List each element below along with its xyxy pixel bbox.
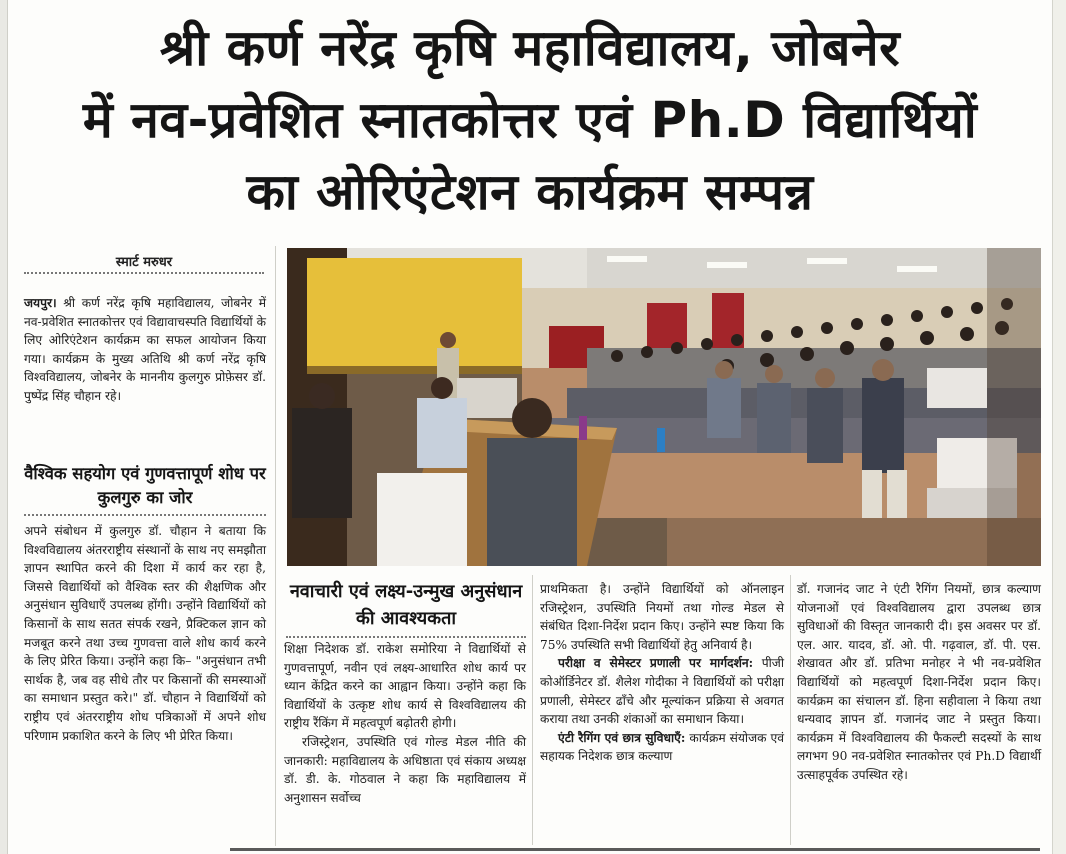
column-2-body [284,640,526,807]
column-divider-3 [790,575,791,845]
closing-paragraph: डॉ. गजानंद जाट ने एंटी रैगिंग नियमों, छात्र कल्याण योजनाओं एवं विश्वविद्यालय द्वारा उपलब्ध छात्र सुविधाओं की विस्तृत जानकारी दी। इस अवसर पर डॉ. एल. आर. यादव, डॉ. ओ. पी. गढ़वाल, डॉ. पी. एस. शेखावत और डॉ. प्रतिभा मनोहर ने भी नव-प्रवेशित विद्यार्थियों को महत्वपूर्ण दिशा-निर्देश प्रदान किए। कार्यक्रम का संचालन डॉ. हिना सहीवाला ने किया तथा धन्यवाद ज्ञापन डॉ. गजानंद जाट ने प्रस्तुत किया। कार्यक्रम में विश्वविद्यालय की फैकल्टी सदस्यों के साथ लगभग 90 नव-प्रवेशित स्नातकोत्तर एवं Ph.D विद्यार्थी उत्साहपूर्वक उपस्थित रहे। [797,582,1041,782]
exam-guidance-text: पीजी कोऑर्डिनेटर डॉ. शैलेश गोदीका ने विद्यार्थियों को परीक्षा प्रणाली, सेमेस्टर ढाँचे और मूल्यांकन प्रक्रिया से अवगत कराया तथा उनकी शंकाओं का समाधान किया। [540,656,784,727]
exam-guidance-lead: परीक्षा व सेमेस्टर प्रणाली पर मार्गदर्शन: [558,656,754,671]
column-divider-1 [275,246,276,846]
anti-ragging-lead: एंटी रैगिंग एवं छात्र सुविधाएँ: [558,730,686,745]
page-edge-left [0,0,8,854]
anti-ragging-text: कार्यक्रम संयोजक एवं सहायक निदेशक छात्र कल्याण [540,730,784,764]
subhead-global-cooperation: वैश्विक सहयोग एवं गुणवत्तापूर्ण शोध पर कुलगुरु का जोर [24,462,266,516]
headline-line-1: श्री कर्ण नरेंद्र कृषि महाविद्यालय, जोबनेर [159,19,901,77]
headline-line-3: का ओरिएंटेशन कार्यक्रम सम्पन्न [246,163,814,221]
event-photo-illustration [287,248,1041,566]
bottom-rule [230,848,1040,851]
education-director-paragraph: शिक्षा निदेशक डॉ. राकेश समोरिया ने विद्यार्थियों से गुणवत्तापूर्ण, नवीन एवं लक्ष्य-आधारित शोध कार्य पर ध्यान केंद्रित करने का आह्वान किया। उन्होंने कहा कि विद्यार्थियों के उत्कृष्ट शोध कार्य से विश्वविद्यालय की राष्ट्रीय रैंकिंग में महत्वपूर्ण बढ़ोतरी होगी। [284,642,526,731]
registration-policy-paragraph: रजिस्ट्रेशन, उपस्थिति एवं गोल्ड मेडल नीति की जानकारी: महाविद्यालय के अधिष्ठाता एवं संकाय अध्यक्ष डॉ. डी. के. गोठवाल ने कहा कि महाविद्यालय में अनुशासन सर्वोच्च [284,734,526,805]
byline: स्मार्ट मरुधर [24,252,264,274]
intro-paragraph [24,294,266,406]
subhead-innovative-research: नवाचारी एवं लक्ष्य-उन्मुख अनुसंधान की आवश्यकता [286,578,526,638]
headline-line-2: में नव-प्रवेशित स्नातकोत्तर एवं Ph.D विद्यार्थियों [82,91,978,149]
headline [14,12,1046,228]
page-edge-right [1052,0,1066,854]
dateline: जयपुर। [24,296,57,310]
column-3-body [540,580,784,766]
intro-text: श्री कर्ण नरेंद्र कृषि महाविद्यालय, जोबनेर में नव-प्रवेशित स्नातकोत्तर एवं विद्यावाचस्पति विद्यार्थियों के लिए ओरिएंटेशन कार्यक्रम का सफल आयोजन किया गया। कार्यक्रम के मुख्य अतिथि श्री कर्ण नरेंद्र कृषि विश्वविद्यालय, जोबनेर के माननीय कुलगुरु प्रोफ़ेसर डॉ. पुष्पेंद्र सिंह चौहान रहे। [24,296,266,403]
exam-guidance-paragraph [540,654,784,728]
attendance-paragraph: प्राथमिकता है। उन्होंने विद्यार्थियों को ऑनलाइन रजिस्ट्रेशन, उपस्थिति नियमों तथा गोल्ड मेडल से संबंधित दिशा-निर्देश प्रदान किए। उन्होंने स्पष्ट किया कि 75% उपस्थिति सभी विद्यार्थियों हेतु अनिवार्य है। [540,582,784,652]
vc-address-paragraph: अपने संबोधन में कुलगुरु डॉ. चौहान ने बताया कि विश्वविद्यालय अंतरराष्ट्रीय संस्थानों के साथ नए समझौता ज्ञापन स्थापित करने की दिशा में कार्य कर रहा है, जिससे विद्यार्थियों को वैश्विक स्तर की शैक्षणिक और अनुसंधान सुविधाएँ उपलब्ध होंगी। उन्होंने विद्यार्थियों को किसानों के साथ सतत संपर्क रखने, प्रैक्टिकल ज्ञान को मजबूत करने तथा उच्च गुणवत्ता वाले शोध कार्य करने के लिए प्रेरित किया। उन्होंने कहा कि– "अनुसंधान तभी सार्थक है, जब वह सीधे तौर पर किसानों की समस्याओं का समाधान प्रस्तुत करे।" डॉ. चौहान ने विद्यार्थियों को राष्ट्रीय एवं अंतरराष्ट्रीय शोध पत्रिकाओं में अपने शोध परिणाम प्रकाशित करने के लिए भी प्रेरित किया। [24,524,266,743]
anti-ragging-paragraph [540,729,784,766]
column-divider-2 [532,575,533,845]
event-photo [287,248,1041,566]
column-4-body [797,580,1041,785]
